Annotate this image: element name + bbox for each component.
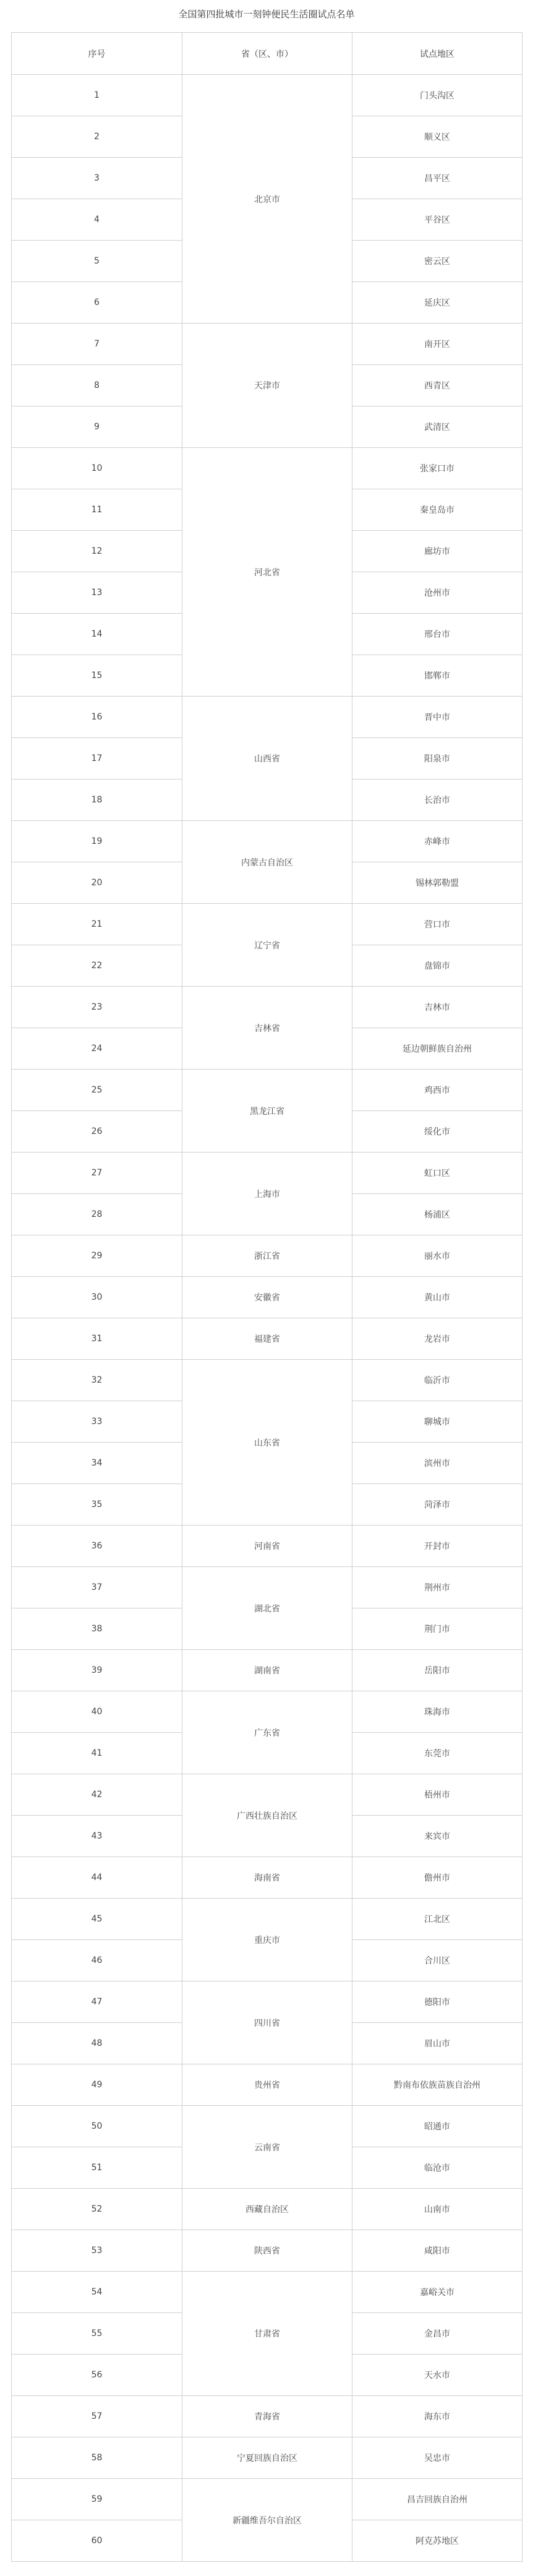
table-row: [12, 1153, 522, 1194]
table-row: [12, 1567, 522, 1608]
row-index: 20: [12, 862, 182, 904]
table-row: [12, 821, 522, 862]
city-cell: 廊坊市: [352, 531, 522, 572]
row-index: 17: [12, 738, 182, 779]
row-index: 29: [12, 1235, 182, 1277]
row-index: 34: [12, 1443, 182, 1484]
city-cell: 丽水市: [352, 1235, 522, 1277]
province-cell: 湖南省: [182, 1650, 352, 1691]
province-cell: 福建省: [182, 1318, 352, 1360]
table-row: [12, 2230, 522, 2272]
city-cell: 武清区: [352, 406, 522, 448]
city-cell: 江北区: [352, 1899, 522, 1940]
city-cell: 杨浦区: [352, 1194, 522, 1235]
row-index: 42: [12, 1774, 182, 1816]
city-cell: 晋中市: [352, 697, 522, 738]
row-index: 45: [12, 1899, 182, 1940]
row-index: 23: [12, 987, 182, 1028]
province-cell: 广西壮族自治区: [182, 1774, 352, 1857]
row-index: 35: [12, 1484, 182, 1526]
table-row: [12, 2106, 522, 2147]
table-row: [12, 1774, 522, 1816]
row-index: 30: [12, 1277, 182, 1318]
row-index: 13: [12, 572, 182, 614]
table-row: [12, 1650, 522, 1691]
table-row: [12, 1070, 522, 1111]
city-cell: 门头沟区: [352, 75, 522, 116]
row-index: 9: [12, 406, 182, 448]
row-index: 18: [12, 779, 182, 821]
table-row: [12, 1526, 522, 1567]
province-cell: 广东省: [182, 1691, 352, 1774]
table-row: [12, 2272, 522, 2313]
city-cell: 滨州市: [352, 1443, 522, 1484]
city-cell: 平谷区: [352, 199, 522, 241]
row-index: 12: [12, 531, 182, 572]
table-row: [12, 2064, 522, 2106]
city-cell: 金昌市: [352, 2313, 522, 2355]
city-cell: 临沧市: [352, 2147, 522, 2189]
province-cell: 四川省: [182, 1981, 352, 2064]
city-cell: 吴忠市: [352, 2437, 522, 2479]
row-index: 43: [12, 1816, 182, 1857]
row-index: 55: [12, 2313, 182, 2355]
province-cell: 北京市: [182, 75, 352, 324]
header-city: 试点地区: [352, 33, 522, 75]
city-cell: 延庆区: [352, 282, 522, 324]
table-body: [12, 75, 522, 2562]
row-index: 24: [12, 1028, 182, 1070]
city-cell: 来宾市: [352, 1816, 522, 1857]
province-cell: 黑龙江省: [182, 1070, 352, 1153]
row-index: 56: [12, 2355, 182, 2396]
city-cell: 岳阳市: [352, 1650, 522, 1691]
row-index: 28: [12, 1194, 182, 1235]
city-cell: 开封市: [352, 1526, 522, 1567]
row-index: 44: [12, 1857, 182, 1899]
city-cell: 营口市: [352, 904, 522, 945]
city-cell: 山南市: [352, 2189, 522, 2230]
city-cell: 眉山市: [352, 2023, 522, 2064]
row-index: 48: [12, 2023, 182, 2064]
city-cell: 绥化市: [352, 1111, 522, 1153]
province-cell: 湖北省: [182, 1567, 352, 1650]
province-cell: 青海省: [182, 2396, 352, 2437]
city-cell: 秦皇岛市: [352, 489, 522, 531]
row-index: 22: [12, 945, 182, 987]
city-cell: 南开区: [352, 324, 522, 365]
city-cell: 梧州市: [352, 1774, 522, 1816]
city-cell: 长治市: [352, 779, 522, 821]
city-cell: 德阳市: [352, 1981, 522, 2023]
city-cell: 赤峰市: [352, 821, 522, 862]
province-cell: 贵州省: [182, 2064, 352, 2106]
province-cell: 山西省: [182, 697, 352, 821]
province-cell: 山东省: [182, 1360, 352, 1526]
table-row: [12, 697, 522, 738]
table-row: [12, 1981, 522, 2023]
row-index: 53: [12, 2230, 182, 2272]
city-cell: 顺义区: [352, 116, 522, 158]
table-row: [12, 324, 522, 365]
province-cell: 安徽省: [182, 1277, 352, 1318]
table-row: [12, 2396, 522, 2437]
city-cell: 嘉峪关市: [352, 2272, 522, 2313]
row-index: 15: [12, 655, 182, 697]
table-row: [12, 987, 522, 1028]
row-index: 19: [12, 821, 182, 862]
city-cell: 菏泽市: [352, 1484, 522, 1526]
row-index: 33: [12, 1401, 182, 1443]
table-row: [12, 2189, 522, 2230]
province-cell: 吉林省: [182, 987, 352, 1070]
province-cell: 甘肃省: [182, 2272, 352, 2396]
city-cell: 邢台市: [352, 614, 522, 655]
table-row: [12, 1857, 522, 1899]
province-cell: 上海市: [182, 1153, 352, 1235]
row-index: 51: [12, 2147, 182, 2189]
table-row: [12, 2479, 522, 2520]
table-row: [12, 1899, 522, 1940]
province-cell: 辽宁省: [182, 904, 352, 987]
city-cell: 西青区: [352, 365, 522, 406]
row-index: 6: [12, 282, 182, 324]
row-index: 32: [12, 1360, 182, 1401]
city-cell: 东莞市: [352, 1733, 522, 1774]
province-cell: 浙江省: [182, 1235, 352, 1277]
city-cell: 龙岩市: [352, 1318, 522, 1360]
row-index: 11: [12, 489, 182, 531]
row-index: 41: [12, 1733, 182, 1774]
table-row: [12, 1277, 522, 1318]
row-index: 46: [12, 1940, 182, 1981]
row-index: 5: [12, 241, 182, 282]
row-index: 57: [12, 2396, 182, 2437]
row-index: 31: [12, 1318, 182, 1360]
table-row: [12, 2437, 522, 2479]
city-cell: 鸡西市: [352, 1070, 522, 1111]
city-cell: 昭通市: [352, 2106, 522, 2147]
city-cell: 合川区: [352, 1940, 522, 1981]
table-row: [12, 1691, 522, 1733]
city-cell: 昌吉回族自治州: [352, 2479, 522, 2520]
row-index: 14: [12, 614, 182, 655]
row-index: 3: [12, 158, 182, 199]
row-index: 1: [12, 75, 182, 116]
city-cell: 吉林市: [352, 987, 522, 1028]
row-index: 25: [12, 1070, 182, 1111]
city-cell: 虹口区: [352, 1153, 522, 1194]
province-cell: 河北省: [182, 448, 352, 697]
row-index: 50: [12, 2106, 182, 2147]
row-index: 16: [12, 697, 182, 738]
province-cell: 陕西省: [182, 2230, 352, 2272]
city-cell: 延边朝鲜族自治州: [352, 1028, 522, 1070]
city-cell: 黔南布依族苗族自治州: [352, 2064, 522, 2106]
table-row: [12, 75, 522, 116]
table-row: [12, 1235, 522, 1277]
row-index: 52: [12, 2189, 182, 2230]
row-index: 36: [12, 1526, 182, 1567]
row-index: 59: [12, 2479, 182, 2520]
row-index: 60: [12, 2520, 182, 2562]
city-cell: 邯郸市: [352, 655, 522, 697]
table-row: [12, 448, 522, 489]
province-cell: 内蒙古自治区: [182, 821, 352, 904]
city-cell: 咸阳市: [352, 2230, 522, 2272]
city-cell: 密云区: [352, 241, 522, 282]
table-row: [12, 1318, 522, 1360]
city-cell: 张家口市: [352, 448, 522, 489]
city-cell: 天水市: [352, 2355, 522, 2396]
table-header-row: [12, 33, 522, 75]
city-cell: 沧州市: [352, 572, 522, 614]
table-row: [12, 1360, 522, 1401]
row-index: 40: [12, 1691, 182, 1733]
row-index: 39: [12, 1650, 182, 1691]
header-province: 省（区、市）: [182, 33, 352, 75]
city-cell: 聊城市: [352, 1401, 522, 1443]
province-cell: 西藏自治区: [182, 2189, 352, 2230]
city-cell: 荆州市: [352, 1567, 522, 1608]
city-cell: 盘锦市: [352, 945, 522, 987]
row-index: 38: [12, 1608, 182, 1650]
row-index: 37: [12, 1567, 182, 1608]
page-title: 全国第四批城市一刻钟便民生活圈试点名单: [178, 9, 355, 20]
row-index: 7: [12, 324, 182, 365]
city-cell: 黄山市: [352, 1277, 522, 1318]
city-cell: 临沂市: [352, 1360, 522, 1401]
city-cell: 儋州市: [352, 1857, 522, 1899]
row-index: 2: [12, 116, 182, 158]
row-index: 49: [12, 2064, 182, 2106]
city-cell: 海东市: [352, 2396, 522, 2437]
header-index: 序号: [12, 33, 182, 75]
row-index: 8: [12, 365, 182, 406]
city-cell: 锡林郭勒盟: [352, 862, 522, 904]
province-cell: 宁夏回族自治区: [182, 2437, 352, 2479]
city-cell: 昌平区: [352, 158, 522, 199]
row-index: 47: [12, 1981, 182, 2023]
province-cell: 云南省: [182, 2106, 352, 2189]
city-cell: 珠海市: [352, 1691, 522, 1733]
row-index: 26: [12, 1111, 182, 1153]
pilot-list-table: [11, 32, 522, 2562]
row-index: 4: [12, 199, 182, 241]
province-cell: 天津市: [182, 324, 352, 448]
row-index: 58: [12, 2437, 182, 2479]
province-cell: 海南省: [182, 1857, 352, 1899]
province-cell: 新疆维吾尔自治区: [182, 2479, 352, 2562]
city-cell: 阳泉市: [352, 738, 522, 779]
province-cell: 重庆市: [182, 1899, 352, 1981]
province-cell: 河南省: [182, 1526, 352, 1567]
city-cell: 阿克苏地区: [352, 2520, 522, 2562]
city-cell: 荆门市: [352, 1608, 522, 1650]
row-index: 54: [12, 2272, 182, 2313]
row-index: 10: [12, 448, 182, 489]
table-row: [12, 904, 522, 945]
row-index: 21: [12, 904, 182, 945]
row-index: 27: [12, 1153, 182, 1194]
